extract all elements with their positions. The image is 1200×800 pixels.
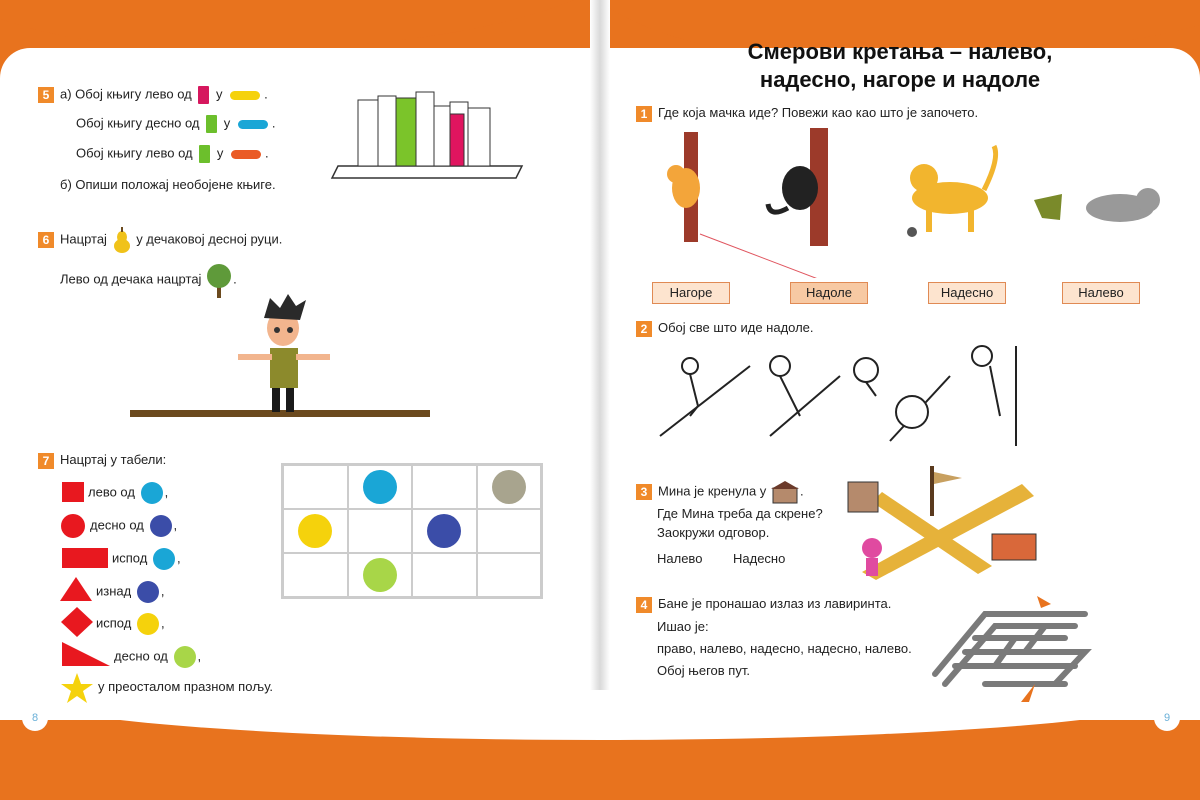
task5-line-b: б) Опиши положај необојене књиге. <box>60 177 276 192</box>
task3-line3: Заокружи одговор. <box>657 525 770 540</box>
task2-text: 2 Обој све што иде надоле. <box>636 320 814 337</box>
task2-number: 2 <box>636 321 652 337</box>
task5-line-a2: Обој књигу десно од у . <box>76 115 276 133</box>
red-rectangle-shape <box>60 546 110 570</box>
grid-cell[interactable] <box>283 465 348 509</box>
yellow-dot-icon <box>298 514 332 548</box>
boy-illustration <box>130 290 430 430</box>
task3-option-left[interactable]: Налево <box>657 551 703 566</box>
label-nagore[interactable]: Нагоре <box>652 282 730 304</box>
page-title: Смерови кретања – налево, надесно, нагоре и надоле <box>747 39 1053 92</box>
task7-item-3: испод , <box>112 548 181 570</box>
page-number-left: 8 <box>22 705 48 731</box>
grid-cell[interactable] <box>283 553 348 597</box>
task7-item-5: испод , <box>96 613 165 635</box>
task3-line2: Где Мина треба да скрене? <box>657 506 823 521</box>
task7-item-4: изнад , <box>96 581 164 603</box>
grid-cell[interactable] <box>412 509 477 553</box>
red-circle-shape <box>60 513 88 539</box>
task1-number: 1 <box>636 106 652 122</box>
maze-illustration <box>925 594 1105 704</box>
red-square-shape <box>60 480 86 504</box>
label-nalevo[interactable]: Налево <box>1062 282 1140 304</box>
label-nadole[interactable]: Надоле <box>790 282 868 304</box>
crossroads-illustration <box>842 462 1042 582</box>
grid-cell[interactable] <box>283 509 348 553</box>
downward-items-illustration <box>650 336 1030 446</box>
task3-number: 3 <box>636 484 652 500</box>
navy-dot-icon <box>150 515 172 537</box>
task4-number: 4 <box>636 597 652 613</box>
grid-cell[interactable] <box>348 509 413 553</box>
pink-book-icon <box>198 86 209 104</box>
task7-item-1: лево од , <box>88 482 168 504</box>
green-book-icon <box>206 115 217 133</box>
task6-line1: 6 Нацртај у дечаковој десној руци. <box>38 226 282 254</box>
task4-line4: Обој његов пут. <box>657 663 750 678</box>
task4-line1: 4 Бане је пронашао излаз из лавиринта. <box>636 596 891 613</box>
bakery-icon <box>770 480 800 504</box>
task4-line3: право, налево, надесно, надесно, налево. <box>657 641 912 656</box>
red-triangle-shape <box>60 575 94 603</box>
blue-dot-icon <box>153 548 175 570</box>
label-nadesno[interactable]: Надесно <box>928 282 1006 304</box>
task5-line-a3: Обој књигу лево од у . <box>76 145 269 163</box>
task4-line2: Ишао је: <box>657 619 709 634</box>
task3-line1: 3 Мина је кренула у . <box>636 480 804 504</box>
task1-text: 1 Где која мачка иде? Повежи као као што је започето. <box>636 105 978 122</box>
green-dot-icon <box>174 646 196 668</box>
grid-cell[interactable] <box>477 553 542 597</box>
blue-dot-icon <box>141 482 163 504</box>
yellow-dot-icon <box>137 613 159 635</box>
task7-grid <box>281 463 543 599</box>
grid-cell[interactable] <box>348 465 413 509</box>
book-gutter <box>590 0 610 755</box>
grid-cell[interactable] <box>412 553 477 597</box>
navy-dot-icon <box>137 581 159 603</box>
task3-option-right[interactable]: Надесно <box>733 551 786 566</box>
grid-cell[interactable] <box>477 509 542 553</box>
grid-cell[interactable] <box>412 465 477 509</box>
green-book-icon <box>199 145 210 163</box>
navy-dot-icon <box>427 514 461 548</box>
task7-item-7: у преосталом празном пољу. <box>98 679 274 694</box>
task7-intro: 7 Нацртај у табели: <box>38 452 166 469</box>
task5-line-a1: 5 а) Обој књигу лево од у . <box>38 86 268 104</box>
orange-blob-icon <box>231 150 261 159</box>
task7-item-2: десно од , <box>90 515 177 537</box>
grid-cell[interactable] <box>348 553 413 597</box>
blue-blob-icon <box>238 120 268 129</box>
task7-number: 7 <box>38 453 54 469</box>
pear-icon <box>111 226 133 254</box>
task6-number: 6 <box>38 232 54 248</box>
task6-line2: Лево од дечака нацртај . <box>60 262 237 298</box>
grid-cell[interactable] <box>477 465 542 509</box>
yellow-star-shape <box>60 672 94 704</box>
cats-illustration <box>650 128 1170 278</box>
red-right-triangle-shape <box>60 640 112 668</box>
yellow-blob-icon <box>230 91 260 100</box>
gray-dot-icon <box>492 470 526 504</box>
green-dot-icon <box>363 558 397 592</box>
task7-item-6: десно од , <box>114 646 201 668</box>
red-diamond-shape <box>60 606 94 638</box>
blue-dot-icon <box>363 470 397 504</box>
page-number-right: 9 <box>1154 705 1180 731</box>
bookshelf-illustration <box>330 78 530 182</box>
top-orange-band-left <box>0 0 640 50</box>
task5-number: 5 <box>38 87 54 103</box>
